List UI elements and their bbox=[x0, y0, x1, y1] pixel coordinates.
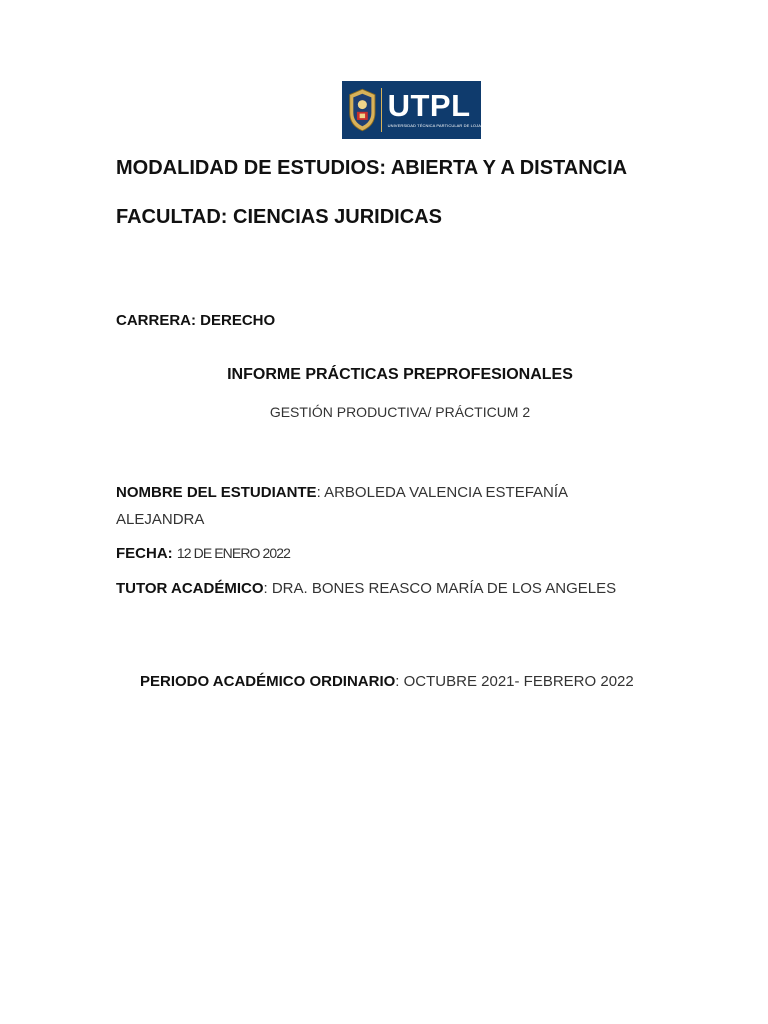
tutor-label: TUTOR ACADÉMICO bbox=[116, 580, 264, 597]
logo-divider bbox=[381, 88, 382, 132]
student-label: NOMBRE DEL ESTUDIANTE bbox=[116, 484, 317, 501]
student-name-continued: ALEJANDRA bbox=[116, 511, 205, 528]
report-title: INFORME PRÁCTICAS PREPROFESIONALES bbox=[227, 366, 573, 383]
fecha-label: FECHA: bbox=[116, 545, 173, 562]
utpl-logo bbox=[342, 81, 481, 139]
fecha-value: 12 DE ENERO 2022 bbox=[176, 545, 291, 561]
carrera-label: CARRERA: DERECHO bbox=[116, 312, 276, 329]
student-name-value: : ARBOLEDA VALENCIA ESTEFANÍA bbox=[316, 484, 569, 501]
facultad-heading: FACULTAD: CIENCIAS JURIDICAS bbox=[116, 206, 442, 228]
logo-wordmark: UTPL bbox=[387, 88, 471, 123]
university-seal-icon bbox=[347, 85, 378, 135]
tutor-line bbox=[116, 580, 616, 597]
tutor-value: : DRA. BONES REASCO MARÍA DE LOS ANGELES bbox=[263, 580, 617, 597]
periodo-label: PERIODO ACADÉMICO ORDINARIO bbox=[140, 673, 396, 690]
fecha-line bbox=[116, 545, 290, 562]
logo-subtitle: UNIVERSIDAD TÉCNICA PARTICULAR DE LOJA bbox=[387, 123, 481, 128]
periodo-value: : OCTUBRE 2021- FEBRERO 2022 bbox=[395, 673, 634, 690]
student-name-line bbox=[116, 484, 568, 501]
modalidad-heading: MODALIDAD DE ESTUDIOS: ABIERTA Y A DISTANCIA bbox=[116, 157, 628, 179]
periodo-line bbox=[140, 673, 634, 690]
report-subtitle: GESTIÓN PRODUCTIVA/ PRÁCTICUM 2 bbox=[269, 404, 531, 420]
